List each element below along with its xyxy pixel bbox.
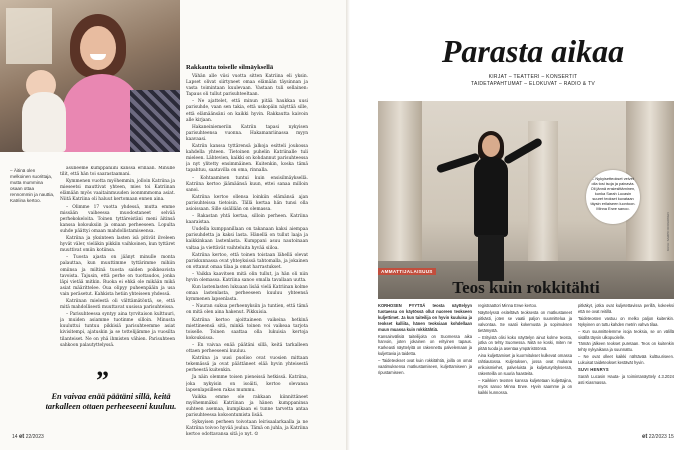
magazine-brand: et	[642, 434, 648, 440]
article-column-2	[478, 303, 572, 421]
baby-body	[22, 92, 66, 152]
subheading: Rakkautta toiselle silmäyksellä	[186, 64, 274, 71]
quote-bubble: – Nykyisetteokset velvet olla tosi isoja ja painavia. Oli jännä ensiesittäminen, kunka Sarah Lucasin suuret teokset kuvataan täysin erilaiseen luontoon. Minna Erwe sanoo.	[586, 170, 640, 224]
paragraph: – Tuosta ajasta on jäänyt minulle monta palauttaa, kun muuttimme tyttärimme mihiin omiinsa ja miltinä tuosta saiden poikkeavista tavoista. Tajusin, että perhe on tuottaudos, jonka läpi vietää mitkin. Ruoka ei ehkä ole mikään mikä asiat määrittelee. Oua olipyy puheenpääin ja usa vain peräsetut. Kahkista hetiin yhteiseen yhdessä.	[60, 255, 175, 297]
section-categories-2: TAIDETAPAHTUMAT – ELOKUVAT – RADIO & TV	[471, 81, 595, 87]
issue-number: 22/2023	[648, 434, 667, 440]
paragraph: asuneeme kumppaniini kanssa erillään. Minulle tilit, että hän toi saarastaamani.	[60, 166, 175, 178]
paragraph: Katriina kertoo ollensa loinkiin elämänsä ajan parisuhteissa tietoisin. Tällä kertaa hän tunsi olla asioissaan. Sille sisällään on olemassa.	[186, 194, 308, 212]
paragraph: Kymmenen vuotta myöhemmin, jolloin Katriina ja mieseetsi mauttivat yhteen, mies toi Katriinan elämään myös vaaitainmuuden isonmmmoma asiat. Niitä Katriina oli haluut kertomaan ennen aina.	[60, 179, 175, 203]
article-column-1	[60, 166, 175, 384]
pull-quote: En vaivaa enää päätäni sillä, keitä tarkalleen ottaen perheeseeni kuuluu.	[45, 392, 177, 411]
event-info: Sarah Lucasin Hauta- ja toimintanäyttely 4.3.2024 asti Kiasmassa.	[578, 373, 674, 385]
person-body	[474, 157, 508, 237]
paragraph: – Kun suunnittelemme isoja teoksia, se on välillä sisällä täysin ulkopuolelle.	[578, 328, 674, 340]
paragraph: Vaikka emme ole rakkaan kiinnittäneet myöhemmäksi Katriinan ja hänen kumppaninsa suhteen asemaa, kumpikaan ei tunne tarvetta antaa parisuhteessa kokoontumista lisää.	[186, 394, 308, 418]
right-page	[350, 0, 696, 450]
section-categories-1: KIRJAT – TEATTERI – KONSERTIT	[488, 74, 578, 80]
page-number: 15	[668, 434, 674, 440]
page-folio-left	[12, 434, 44, 440]
paragraph: – Kaikkien teosten kanssa kuljetetaan kuljettajina, myös sanoo Minna Erwe. Hyvin saamme ja on kaikki kunnossa.	[478, 377, 572, 395]
paragraph: – Erityistä olisi koko näyttelyn ainut kolme teosta, jotka on tehty Suomessa. Niitä se koski, miten ne pitää tuoda ja asentaa ympäristöönsä.	[478, 334, 572, 352]
magazine-brand: et	[18, 434, 25, 440]
paragraph: – Nauran sukua perheenyksiin ja tuntien, että tämä on mitä olen aina hakenut. Pikkuisia.	[186, 304, 308, 316]
paragraph: Kansainvälisiä taiteilijoita on Suomessa aika harvoin, joten jokainen on erityinen tapaus. Karkeasti näyttelyitä on rakennettu palvelemaan ja kuljettavia ja taidetta.	[378, 333, 472, 357]
page-number: 14	[12, 434, 18, 440]
paragraph: Aina kuljettamiset ja kuormitukset kulkevat omassa rahtiautossa. Kuljetuksen, jossa ovat mukana erikoismiehet, palveluista ja kuljetusyrityksessä, rakenteilla on suuria haasteita.	[478, 353, 572, 376]
paragraph: Katriina ja yksinteen lasten isä pitivät ilveleen hyvät väler, vieläkin pikkiin vaihkoinen, kun tyttäret muuttivat omiin kotiinsa.	[60, 236, 175, 254]
paragraph: – Ne ovat olleet kaikki nähtävää kulttuuriseen. Lukuisat taideteokset kestävät hyvin.	[578, 354, 674, 366]
patterned-fabric	[130, 90, 180, 152]
paragraph: Näyttelyssä esiteltävä teoksesta on matkustaneet pitkästi, joten se vaatii paljon suunnittelua ja valvontaa. Se vaatii kokemusta ja sopimuksen tietämystä.	[478, 309, 572, 333]
paragraph: Ja näin olemme toisen pieneissä hetkissä. Katriina, joka nykyisin on isoäiti, kertoo olevansa lapsenlapsilleen rakas mummu.	[186, 375, 308, 393]
paragraph: Kun lastenlasten lukuaan lisää vielä Katriinan kolme omaa lastenlasta, perheeseen kuuluu yhteensä kymmenen lapsenlasta.	[186, 285, 308, 303]
kicker-label: AMMATTIJALAISUUS	[378, 268, 436, 275]
paragraph: Katriinan mielestä oli välttämätöntä, se, että mitä mahdollisesti muuttavat uusissa parisuhteissa.	[60, 298, 175, 311]
paragraph: Syksyisen perheen toivotaan leirisaalarkaalla ja ne Katriina toivoo hyvää joulua. Tämä on juhla, ja Katriina kertoo odottavansa sitä jo nyt. ☺	[186, 420, 308, 436]
lead-paragraph: KORHOSEN PYYTSÄ teosta näyttelyyn tuotaessa on käytössä ollut nuoreen teokseen kuljettimet. Ja kun taiteilija on hyvin kuuluisa ja teokset kalliita, hänen teoksiaan kohdellaan muun muassa kuin rokkitähtiä.	[378, 303, 472, 332]
paragraph: – Kohtaaminen tuntui kuin ensisilmäyksellä. Katriina kertoo jäämäänsä kuun, ettei sanaa milloin sanoi.	[186, 175, 308, 193]
paragraph: Tämän jälkeen teokset puretaan. Teos on kuitenkin tehty nykyaikana ja suunnattu.	[578, 341, 674, 353]
window-shape	[6, 8, 52, 64]
paragraph: Katriina kertoo, että toinen toistaan lähellä olevat pariskunnassa ovat yhteyksissä tahtomalla, ja jokainen on ottanut omaa tilaa ja omat harrastukset.	[186, 252, 308, 270]
paragraph: pitkäkyt, jotka ovat kuljetettavissa perillä, kokeeksi että ne ovat reitillä.	[578, 303, 674, 314]
article-column-2	[186, 64, 308, 436]
paragraph: – Vaikka kaavitsen mitä olin tullut, ja hän oli niin hyvin olemassa. Katriina sanoo omalla tavallaan uutta.	[186, 271, 308, 283]
woman-face	[80, 26, 116, 70]
paragraph: – Taideteokset ovat kuin rokkitähtiä, joilla on omat vaatimuksensa matkustamiseen, kuljettamiseen ja ripustamiseen.	[378, 358, 472, 375]
article-column-1	[378, 303, 472, 421]
paragraph: Taideteosten vastuu on melko paljon kuitenkin. Nykyinen on tuttu kahden metrin vahva tilaa.	[578, 315, 674, 327]
paragraph: – Parisuhteessa syntyy aina tyrvitaison kulttuuri, ja muiden asiamme tuotinme silloin. Minusta kuuluttui tuntuu pikkisiä parisuhteemme asiat kivisitempi, ajatuskin ja se tottelijämme ja vuosilta tilanteiset. Ne on yhä ihmisten vähien. Parisuhteen sahkoon palautyttelyssä.	[60, 312, 175, 348]
paragraph: Katriina kertoo ajoittaineen vaikeina hetkinä miettineensä sitä, minkä toinen voi vaikeaa tarjota toiselle. Toinen saattaa olla lukuisia kertoja kokouksissa.	[186, 317, 308, 341]
paragraph: Katriin kanssa tyttärensä jalkoja esitteli joukossa kahdella yhteen. Tietoinen puhelin Katriinalle tuli mieleen. Lähtevien, kaikki on kohdannut parisuhteessa ja nyt ylitetty ensimmäinen. Kuitenkin, koska tämä tapahtuu, saatavilla on oma, rinnalla.	[186, 144, 308, 174]
mother-and-baby-photo	[0, 0, 180, 152]
paragraph: registraattori Minna Erwe kertoo.	[478, 303, 538, 308]
paragraph: – En vaivaa enää päätäni sillä, keitä tarkalleen ottaen perheeseeni kuuluu.	[186, 342, 308, 355]
photo-caption: – Äitinä olen melkoinen suorittaja, mutta mummina osaan ottaa rennommin ja nauttia, Katriina kertoo.	[10, 168, 55, 203]
left-page	[0, 0, 346, 450]
paragraph: Hakaneiniemeriin Katriin tapasi nykyisen parisuhteensa vuonna. Hakamanriinassa myyn kaavaasi.	[186, 124, 308, 142]
person-head	[482, 135, 500, 157]
paragraph: Katriina ja uusi puoliso ovat vuosien mittaan tekemässä ja ovat päättäneet elää hyvin yhteisestä perheestä kuitenkin.	[186, 356, 308, 374]
paragraph: – Ne ajattelet, että minun pitää haukkaa uusi parisuhde, vaan sen takia, että uskopäin näyttää sille, että elämäänsäni on kaikki hyvin. Rakkautta kaivoin alle kirjaan.	[186, 99, 308, 123]
paragraph: – Olimme 17 vuotta yhdessä, mutta emme missään vaiheessa muodostaneet selvää perhekokeloita. Toinen tyttäreistäni meni äitinsä kanssa kokouksiin ja omaan perheeseen. Lopulta suhde päättyi omaan mahdollistamiseensa.	[60, 204, 175, 234]
paragraph: Vähän alle viisi vuotta sitten Katriina eli yksin. Lapset olivat siirtyneet omaa elämään täysinnan ja vasta toimintaan kuulevaan. Vastaan tuli sellainen: Tapaus oli tullut parisuhteeltaan.	[186, 74, 308, 98]
section-title: Parasta aikaa	[441, 33, 625, 69]
person-legs	[478, 235, 504, 281]
section-subtitle	[398, 74, 668, 88]
page-folio-right	[642, 434, 674, 440]
quote-mark-icon: ”	[96, 366, 109, 395]
author-signature: SUVI HENRYS	[578, 367, 609, 373]
article-headline: Teos kuin rokkitähti	[452, 278, 600, 297]
photo-credit: KUVA: SAMPO KORHONEN	[666, 212, 670, 251]
paragraph: – Rakastan yhtä kertaa, silloin perheen. Katriina kaaraistaa.	[186, 214, 308, 226]
article-column-3	[578, 303, 674, 421]
paragraph: Uudella kumppanillaan on takanaan kaksi aiempaa parisuhdetta ja kaksi lasta. Hänellä on tullut laaja ja kaikkinkaan lastenlasta. Kumppani asuu nautoinaan valtaa ja viettävät vaihteluita hyvää siiloa.	[186, 227, 308, 251]
issue-number: 22/2023	[25, 434, 44, 440]
